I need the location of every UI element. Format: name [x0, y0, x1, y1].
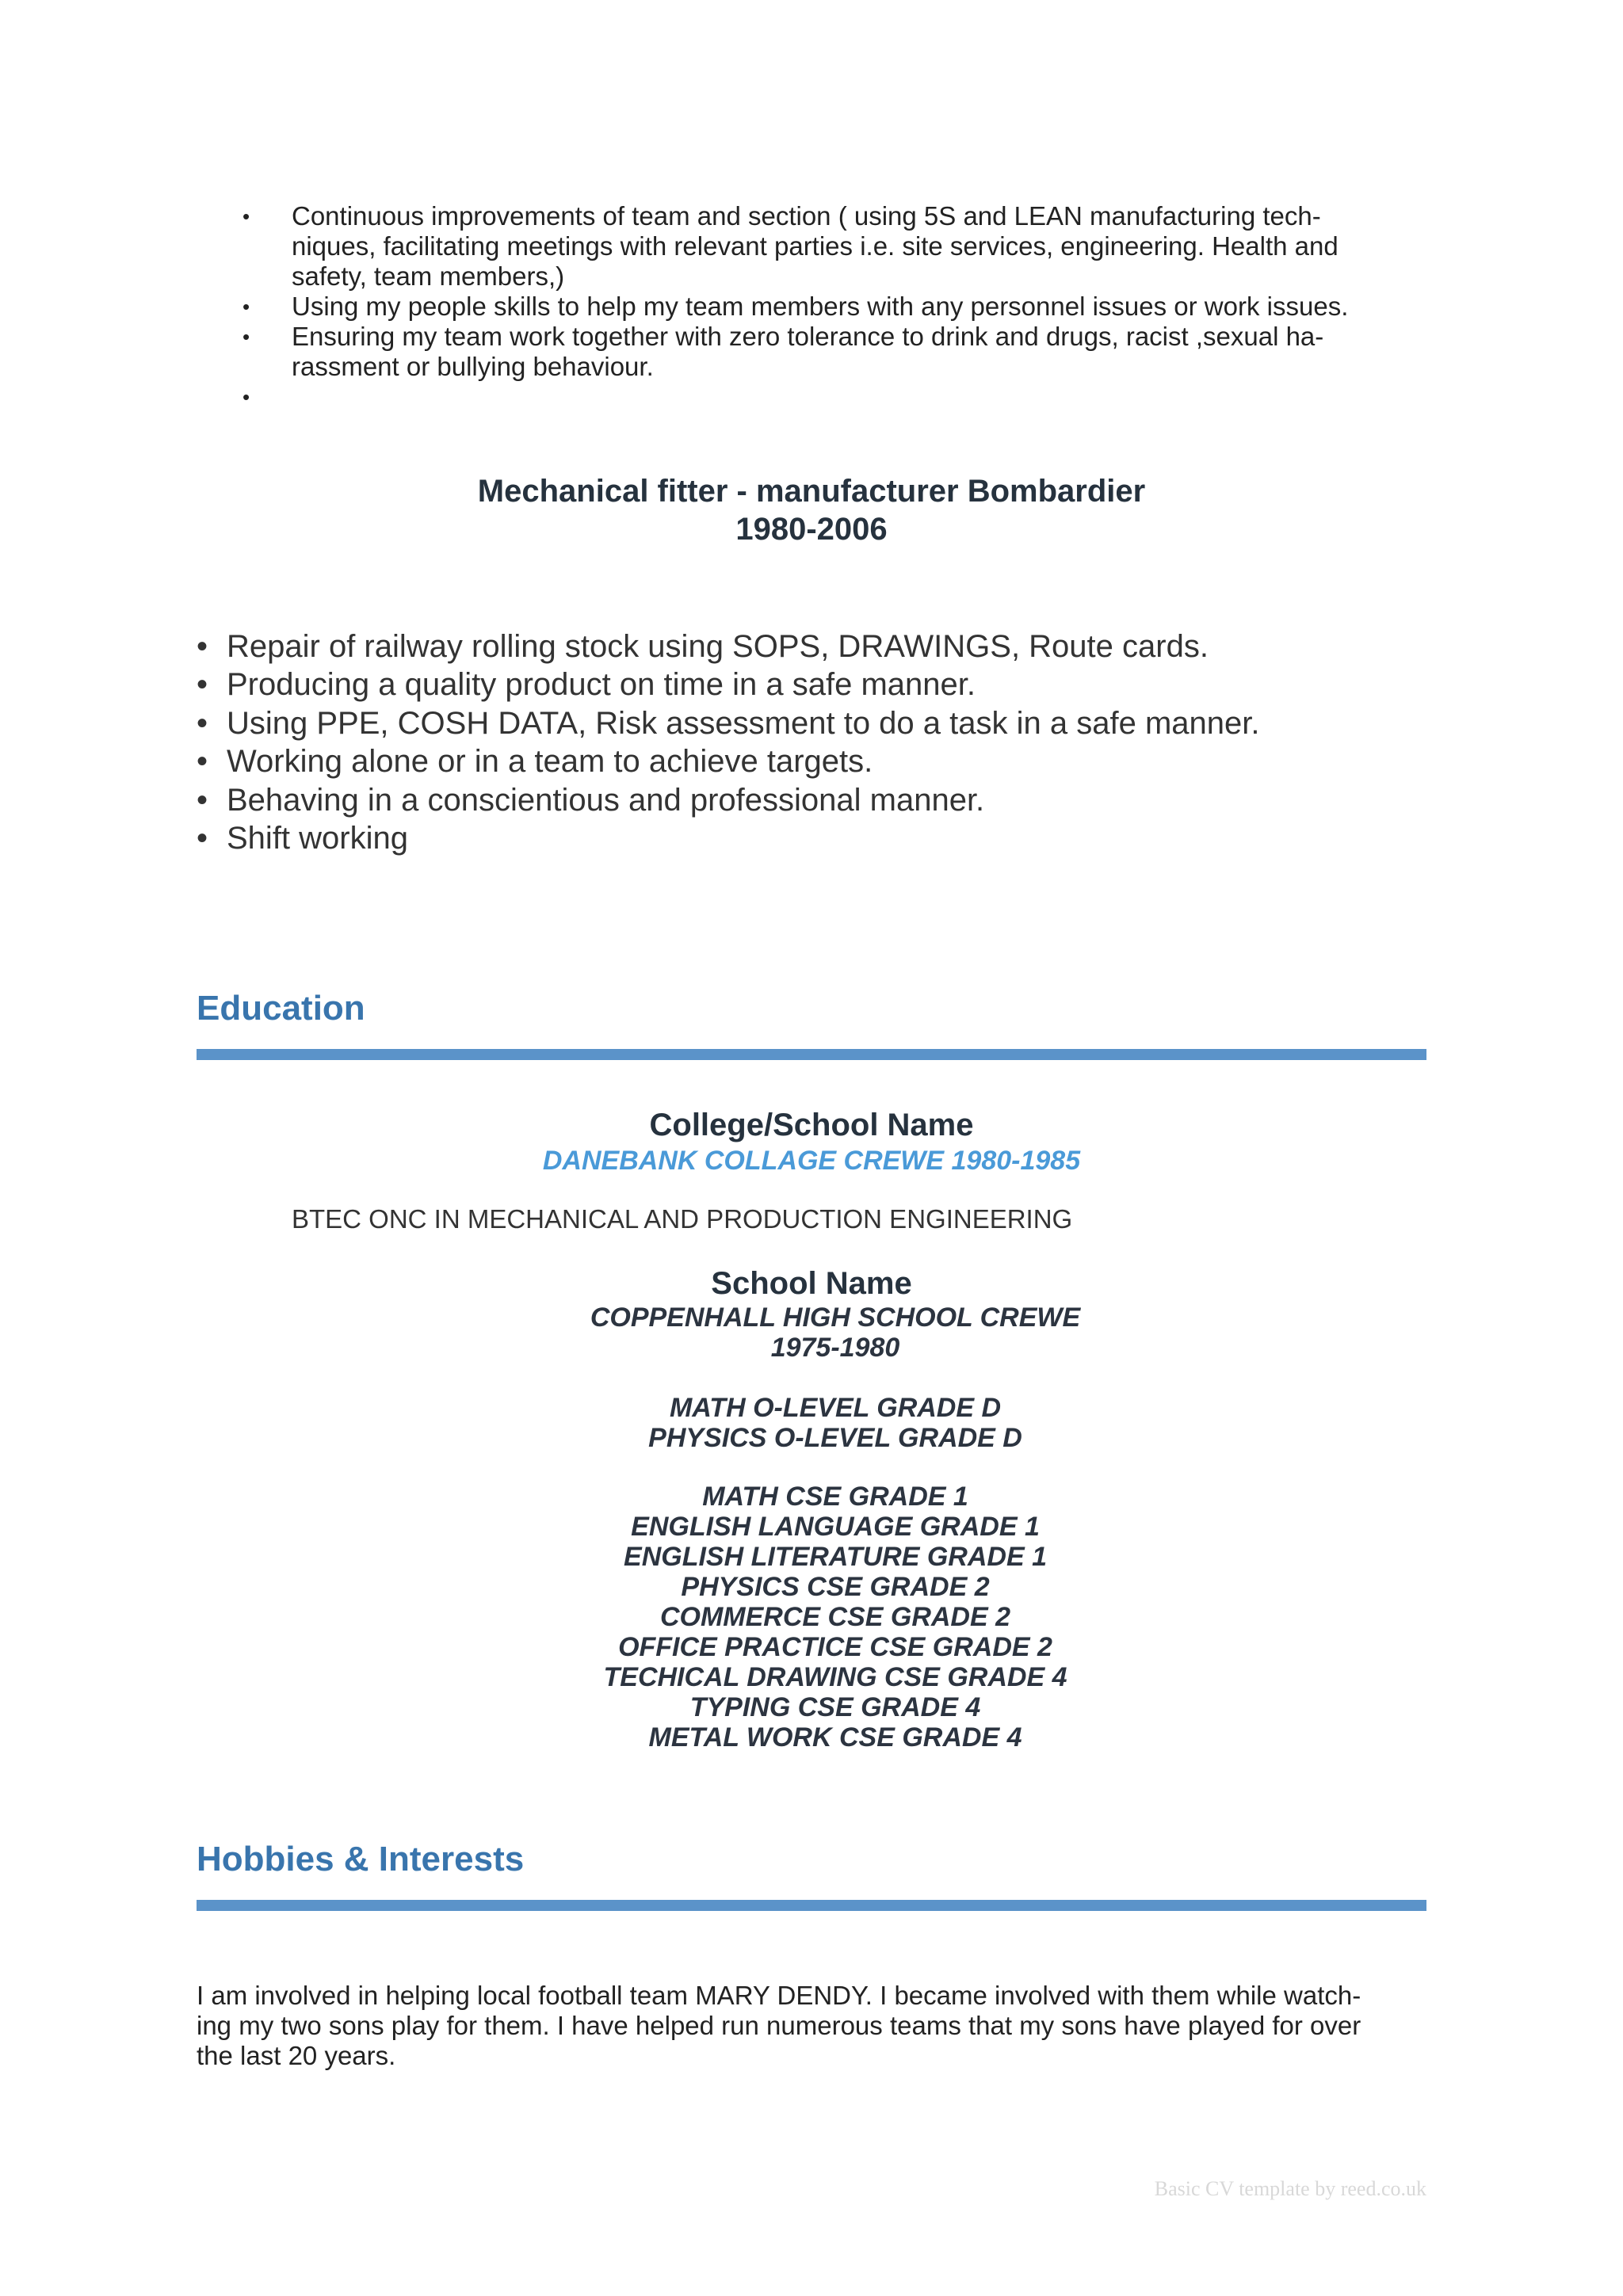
list-item: PHYSICS CSE GRADE 2	[681, 1572, 990, 1602]
paragraph-line: the last 20 years.	[197, 2041, 396, 2070]
paragraph-line: ing my two sons play for them. I have helped run numerous teams that my sons have played for over	[197, 2011, 1361, 2040]
bullet-icon: •	[197, 821, 208, 856]
list-item: rassment or bullying behaviour.	[292, 352, 654, 381]
job-duties-list	[197, 627, 1465, 857]
list-item: niques, facilitating meetings with relevant parties i.e. site services, engineering. Health and	[292, 231, 1338, 261]
list-item: • Working alone or in a team to achieve targets.	[197, 742, 1465, 780]
cse-grades-list	[0, 1482, 1623, 1753]
bullet-icon: •	[242, 385, 250, 409]
template-credit: Basic CV template by reed.co.uk	[1154, 2177, 1426, 2200]
list-item: ENGLISH LANGUAGE GRADE 1	[631, 1512, 1040, 1542]
list-item: • Using my people skills to help my team members with any personnel issues or work issues.	[242, 292, 1349, 321]
list-item: MATH O-LEVEL GRADE D	[669, 1393, 1002, 1423]
previous-job-duties-list	[242, 201, 1415, 412]
list-item: TECHICAL DRAWING CSE GRADE 4	[603, 1662, 1067, 1692]
job-title: Mechanical fitter - manufacturer Bombardier	[477, 474, 1146, 509]
college-label: College/School Name	[649, 1108, 974, 1142]
job-years: 1980-2006	[735, 512, 888, 547]
college-qualification: BTEC ONC IN MECHANICAL AND PRODUCTION ENGINEERING	[292, 1204, 1073, 1234]
list-item: ENGLISH LITERATURE GRADE 1	[624, 1542, 1047, 1572]
list-item	[242, 382, 1415, 412]
bullet-icon: •	[197, 744, 208, 780]
hobbies-heading: Hobbies & Interests	[197, 1840, 525, 1878]
school-label: School Name	[711, 1266, 912, 1301]
list-item: PHYSICS O-LEVEL GRADE D	[648, 1423, 1022, 1453]
education-heading: Education	[197, 989, 365, 1028]
list-item: OFFICE PRACTICE CSE GRADE 2	[618, 1632, 1052, 1662]
paragraph-line: I am involved in helping local football team MARY DENDY. I became involved with them while watch-	[197, 1981, 1361, 2010]
bullet-icon: •	[242, 295, 250, 318]
school-name: COPPENHALL HIGH SCHOOL CREWE	[590, 1302, 1081, 1333]
bullet-icon: •	[197, 705, 208, 741]
list-item: • Shift working	[197, 819, 1465, 857]
bullet-icon: •	[197, 782, 208, 818]
list-item: • Continuous improvements of team and section ( using 5S and LEAN manufacturing tech-	[242, 201, 1321, 231]
section-divider	[197, 1900, 1426, 1911]
section-divider	[197, 1049, 1426, 1060]
bullet-icon: •	[197, 667, 208, 703]
list-item: METAL WORK CSE GRADE 4	[648, 1722, 1022, 1753]
list-item: • Ensuring my team work together with zero tolerance to drink and drugs, racist ,sexual ha-	[242, 322, 1324, 351]
list-item: • Using PPE, COSH DATA, Risk assessment to do a task in a safe manner.	[197, 704, 1465, 742]
college-name: DANEBANK COLLAGE CREWE 1980-1985	[542, 1146, 1081, 1176]
bullet-icon: •	[242, 325, 250, 349]
school-years: 1975-1980	[770, 1333, 900, 1363]
olevel-grades-list	[0, 1393, 1623, 1453]
bullet-icon: •	[242, 204, 250, 228]
list-item: • Behaving in a conscientious and professional manner.	[197, 781, 1465, 819]
list-item: TYPING CSE GRADE 4	[689, 1692, 981, 1722]
list-item: • Producing a quality product on time in a safe manner.	[197, 666, 1465, 704]
bullet-icon: •	[197, 629, 208, 664]
list-item: COMMERCE CSE GRADE 2	[659, 1602, 1011, 1632]
list-item: MATH CSE GRADE 1	[702, 1482, 968, 1512]
hobbies-paragraph	[197, 1981, 1449, 2071]
list-item: safety, team members,)	[292, 261, 565, 291]
list-item: • Repair of railway rolling stock using SOPS, DRAWINGS, Route cards.	[197, 627, 1465, 666]
